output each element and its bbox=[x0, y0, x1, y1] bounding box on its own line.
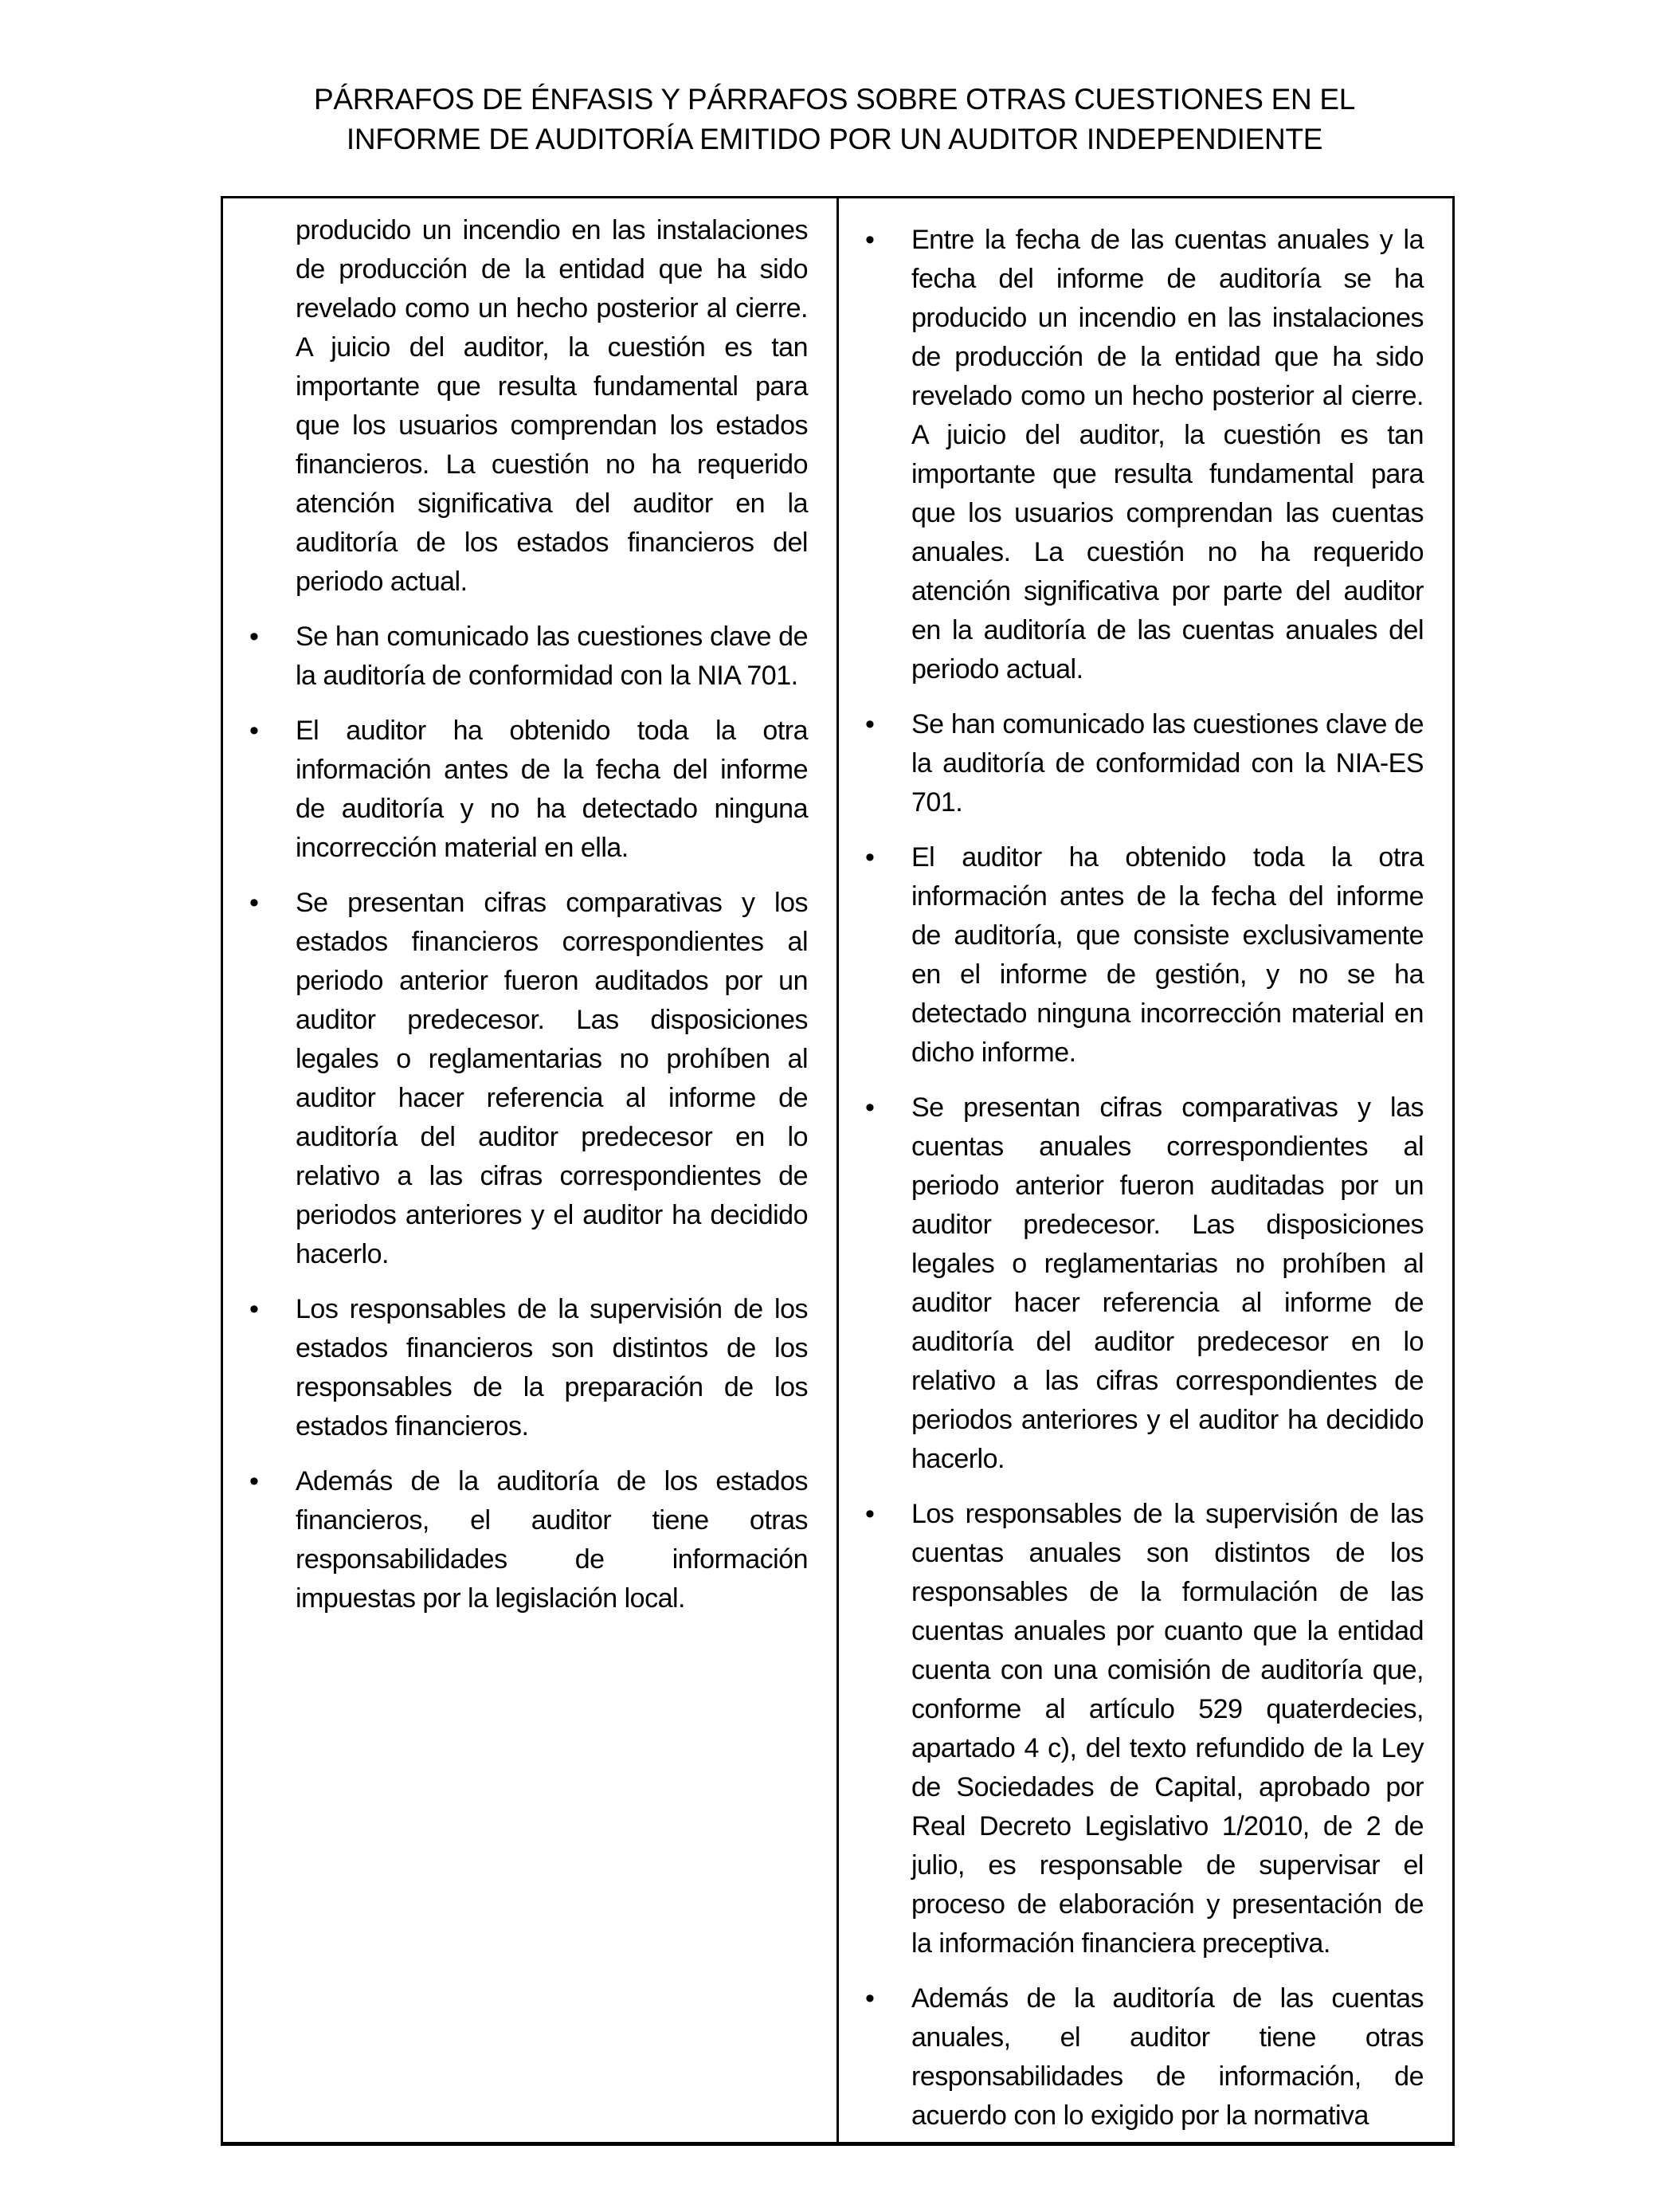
bullet-text: El auditor ha obtenido toda la otra información antes de la fecha del informe de auditoría y no ha detectado ninguna incorrección material en ella. bbox=[296, 716, 808, 863]
bullet-icon: • bbox=[249, 1466, 259, 1496]
list-item bbox=[249, 1290, 808, 1446]
list-item bbox=[865, 1088, 1424, 1479]
bullet-text: Se han comunicado las cuestiones clave de la auditoría de conformidad con la NIA-ES 701. bbox=[911, 709, 1424, 818]
bullet-text: Entre la fecha de las cuentas anuales y la fecha del informe de auditoría se ha producido un incendio en las instalaciones de producción de la entidad que ha sido revelado como un hecho posterior al cierre. A juicio del auditor, la cuestión es tan importante que resulta fundamental para que los usuarios comprendan las cuentas anuales. La cuestión no ha requerido atención significativa por parte del auditor en la auditoría de las cuentas anuales del periodo actual. bbox=[911, 225, 1424, 684]
list-item bbox=[865, 221, 1424, 689]
continuation-paragraph: producido un incendio en las instalaciones de producción de la entidad que ha sido revelado como un hecho posterior al cierre. A juicio del auditor, la cuestión es tan importante que resulta fundamental para que los usuarios comprendan los estados financieros. La cuestión no ha requerido atención significativa del auditor en la auditoría de los estados financieros del periodo actual. bbox=[296, 215, 808, 597]
bullet-icon: • bbox=[865, 709, 875, 739]
bullet-icon: • bbox=[249, 888, 259, 918]
list-item bbox=[249, 884, 808, 1274]
page-header bbox=[0, 0, 1669, 159]
bullet-text: Se han comunicado las cuestiones clave de la auditoría de conformidad con la NIA 701. bbox=[296, 622, 808, 691]
bullet-icon: • bbox=[865, 1499, 875, 1529]
bullet-text: Además de la auditoría de los estados financieros, el auditor tiene otras responsabilidades de información impuestas por la legislación local. bbox=[296, 1466, 808, 1614]
list-item bbox=[865, 1979, 1424, 2136]
page-title-line-1: PÁRRAFOS DE ÉNFASIS Y PÁRRAFOS SOBRE OTRAS CUESTIONES EN EL bbox=[313, 83, 1356, 116]
list-item bbox=[249, 1462, 808, 1618]
bullet-icon: • bbox=[865, 1092, 875, 1123]
bullet-icon: • bbox=[249, 622, 259, 652]
bullet-text: Se presentan cifras comparativas y las cuentas anuales correspondientes al periodo anterior fueron auditadas por un auditor predecesor. Las disposiciones legales o reglamentarias no prohíben al auditor hacer referencia al informe de auditoría del auditor predecesor en lo relativo a las cifras correspondientes de periodos anteriores y el auditor ha decidido hacerlo. bbox=[911, 1092, 1424, 1474]
page-title-line-2: INFORME DE AUDITORÍA EMITIDO POR UN AUDITOR INDEPENDIENTE bbox=[346, 123, 1323, 155]
bullet-icon: • bbox=[249, 1294, 259, 1324]
list-item bbox=[865, 1495, 1424, 1963]
bullet-text: Además de la auditoría de las cuentas anuales, el auditor tiene otras responsabilidades de información, de acuerdo con lo exigido por la normativa bbox=[911, 1983, 1424, 2131]
list-item bbox=[865, 838, 1424, 1073]
right-bullet-list bbox=[865, 211, 1424, 2136]
list-item bbox=[249, 618, 808, 696]
table-cell-financial-statements bbox=[223, 198, 836, 2142]
list-item bbox=[865, 705, 1424, 822]
bullet-text: Los responsables de la supervisión de las cuentas anuales son distintos de los responsables de la formulación de las cuentas anuales por cuanto que la entidad cuenta con una comisión de auditoría que, conforme al artículo 529 quaterdecies, apartado 4 c), del texto refundido de la Ley de Sociedades de Capital, aprobado por Real Decreto Legislativo 1/2010, de 2 de julio, es responsable de supervisar el proceso de elaboración y presentación de la información financiera preceptiva. bbox=[911, 1499, 1424, 1959]
bullet-icon: • bbox=[865, 225, 875, 255]
table-cell-annual-accounts bbox=[836, 198, 1452, 2142]
bullet-icon: • bbox=[865, 842, 875, 873]
left-bullet-list bbox=[249, 618, 808, 1618]
bullet-text: Se presentan cifras comparativas y los estados financieros correspondientes al periodo anterior fueron auditados por un auditor predecesor. Las disposiciones legales o reglamentarias no prohíben al auditor hacer referencia al informe de auditoría del auditor predecesor en lo relativo a las cifras correspondientes de periodos anteriores y el auditor ha decidido hacerlo. bbox=[296, 888, 808, 1269]
bullet-text: Los responsables de la supervisión de los estados financieros son distintos de los responsables de la preparación de los estados financieros. bbox=[296, 1294, 808, 1441]
bullet-icon: • bbox=[249, 716, 259, 746]
bullet-text: El auditor ha obtenido toda la otra información antes de la fecha del informe de auditoría, que consiste exclusivamente en el informe de gestión, y no se ha detectado ninguna incorrección material en dicho informe. bbox=[911, 842, 1424, 1068]
list-item bbox=[249, 712, 808, 868]
comparison-table bbox=[221, 196, 1455, 2146]
bullet-icon: • bbox=[865, 1983, 875, 2014]
